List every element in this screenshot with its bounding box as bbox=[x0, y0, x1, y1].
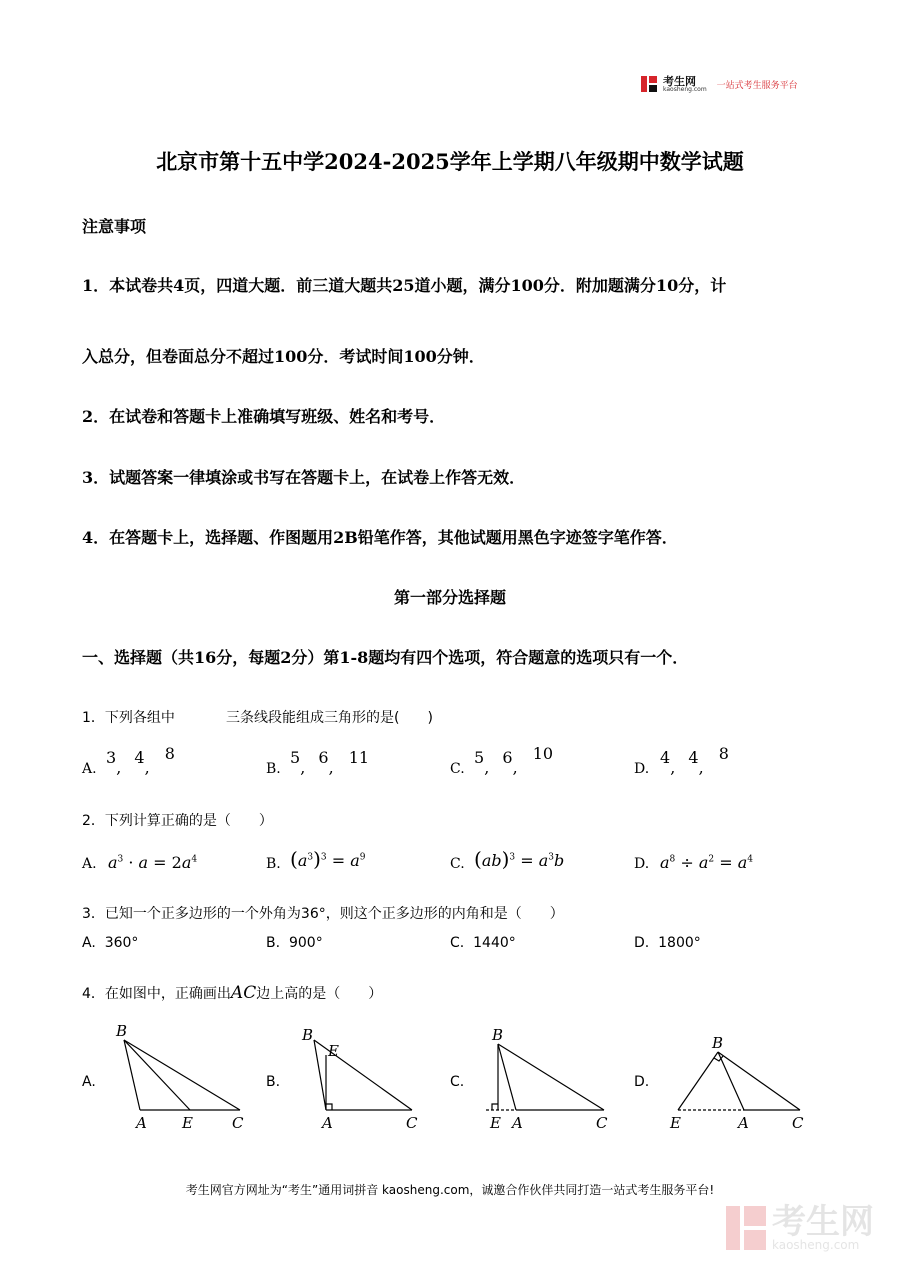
notice-item-4: 4．在答题卡上，选择题、作图题用2B铅笔作答，其他试题用黑色字迹签字笔作答． bbox=[82, 528, 678, 547]
fig-a-label-b: B bbox=[116, 1022, 128, 1040]
fig-c-label-c: C bbox=[596, 1114, 608, 1132]
q2-option-b-label: B. bbox=[266, 856, 281, 872]
fig-a-side-bc bbox=[124, 1040, 240, 1110]
q1-option-label: A. bbox=[82, 761, 97, 777]
watermark bbox=[726, 1202, 874, 1252]
part-1-title: 第一部分选择题 bbox=[393, 588, 506, 607]
q3-stem: 3．已知一个正多边形的一个外角为36°，则这个正多边形的内角和是（ ） bbox=[82, 906, 564, 922]
q1-c-value-2: 6 bbox=[502, 748, 513, 767]
q3-option-c bbox=[450, 935, 516, 951]
q1-d-value-1: 4 bbox=[660, 748, 671, 767]
q1-c-value-1: 5 bbox=[474, 748, 485, 767]
q4-stem-variable: AC bbox=[230, 983, 257, 1003]
fig-d-segment-be bbox=[678, 1052, 718, 1110]
fig-b-label-e: E bbox=[328, 1042, 339, 1060]
fig-c-right-angle-mark bbox=[492, 1104, 498, 1110]
q3-option-value: 360° bbox=[104, 935, 139, 951]
q3-option-value: 1440° bbox=[473, 935, 516, 951]
section-1-title: 一、选择题（共16分，每题2分）第1-8题均有四个选项，符合题意的选项只有一个． bbox=[82, 648, 689, 667]
fig-b-label-c: C bbox=[406, 1114, 418, 1132]
q2-option-d-label: D. bbox=[634, 856, 650, 872]
q2-option-b-formula: $(a^3)^3 = a^9$ bbox=[290, 847, 366, 871]
q1-option-b-values bbox=[290, 748, 370, 777]
q1-a-value-3: 8 bbox=[164, 744, 175, 763]
q1-comma: , bbox=[328, 758, 334, 777]
q1-d-value-2: 4 bbox=[688, 748, 699, 767]
q3-option-b bbox=[266, 935, 323, 951]
q2-option-a-label: A. bbox=[82, 856, 97, 872]
q1-stem-part-1: 1．下列各组中 bbox=[82, 710, 175, 726]
fig-a-label-c: C bbox=[232, 1114, 244, 1132]
q1-b-value-1: 5 bbox=[290, 748, 301, 767]
q4-figure-d bbox=[664, 1018, 814, 1134]
q1-b-value-3: 11 bbox=[348, 748, 370, 767]
q4-stem-part-1: 4．在如图中，正确画出 bbox=[82, 986, 231, 1002]
logo-name: 考生网 bbox=[663, 74, 696, 88]
logo-slogan: 一站式考生服务平台 bbox=[716, 80, 798, 91]
q1-option-a-values bbox=[106, 744, 175, 777]
fig-d-label-b: B bbox=[712, 1034, 724, 1052]
q1-d-value-3: 8 bbox=[718, 744, 729, 763]
q1-a-value-1: 3 bbox=[106, 748, 117, 767]
header-logo bbox=[641, 74, 798, 94]
q1-option-c-values bbox=[474, 744, 554, 777]
q3-option-label: C. bbox=[450, 935, 465, 951]
q4-figure-a bbox=[108, 1018, 258, 1134]
watermark-name: 考生网 bbox=[772, 1202, 874, 1242]
fig-b-side-ba bbox=[314, 1040, 326, 1110]
q3-option-value: 900° bbox=[288, 935, 323, 951]
watermark-domain: kaosheng.com bbox=[772, 1238, 860, 1252]
q2-option-a-formula: $a^3 \cdot a = 2a^4$ bbox=[108, 853, 198, 872]
q1-option-label: B. bbox=[266, 761, 281, 777]
notice-item-1-line-2: 入总分，但卷面总分不超过100分．考试时间100分钟． bbox=[82, 347, 485, 366]
q1-option-d bbox=[634, 761, 649, 777]
q3-option-label: D. bbox=[634, 935, 650, 951]
kaosheng-logo-icon bbox=[641, 76, 657, 92]
q1-comma: , bbox=[144, 758, 150, 777]
q1-b-value-2: 6 bbox=[318, 748, 329, 767]
fig-d-side-bc bbox=[718, 1052, 800, 1110]
page-footer: 考生网官方网址为“考生”通用词拼音 kaosheng.com，诚邀合作伙伴共同打造一站式考生服务平台! bbox=[185, 1183, 715, 1197]
notice-item-3: 3．试题答案一律填涂或书写在答题卡上，在试卷上作答无效． bbox=[82, 468, 526, 487]
q3-option-label: A. bbox=[82, 935, 96, 951]
q1-option-a bbox=[82, 761, 97, 777]
q2-option-c-formula: $(ab)^3 = a^3b$ bbox=[474, 847, 565, 871]
q1-comma: , bbox=[512, 758, 518, 777]
q3-option-a bbox=[82, 935, 138, 951]
q3-option-label: B. bbox=[266, 935, 281, 951]
q2-option-d-formula: $a^8 \div a^2 = a^4$ bbox=[660, 853, 753, 872]
fig-d-label-e: E bbox=[670, 1114, 681, 1132]
q1-comma: , bbox=[698, 758, 704, 777]
q1-option-d-values bbox=[660, 744, 729, 777]
fig-b-label-a: A bbox=[322, 1114, 333, 1132]
q4-option-a-label: A. bbox=[82, 1074, 96, 1090]
fig-b-right-angle-mark bbox=[326, 1104, 332, 1110]
q1-c-value-3: 10 bbox=[532, 744, 554, 763]
fig-c-label-e: E bbox=[490, 1114, 501, 1132]
q1-option-c bbox=[450, 761, 465, 777]
fig-d-label-a: A bbox=[738, 1114, 749, 1132]
fig-c-label-a: A bbox=[512, 1114, 523, 1132]
q3-option-value: 1800° bbox=[658, 935, 701, 951]
fig-c-label-b: B bbox=[492, 1026, 504, 1044]
q4-figure-c bbox=[478, 1018, 618, 1134]
q4-stem-part-2: 边上高的是（ ） bbox=[256, 986, 383, 1002]
fig-a-side-ba bbox=[124, 1040, 140, 1110]
q1-comma: , bbox=[300, 758, 306, 777]
page-title: 北京市第十五中学2024-2025学年上学期八年级期中数学试题 bbox=[156, 149, 744, 174]
fig-a-segment-be bbox=[124, 1040, 190, 1110]
q4-option-b-label: B. bbox=[266, 1074, 281, 1090]
q4-option-d-label: D. bbox=[634, 1074, 650, 1090]
q1-option-b bbox=[266, 761, 281, 777]
q4-option-c-label: C. bbox=[450, 1074, 465, 1090]
notice-heading: 注意事项 bbox=[82, 217, 147, 236]
fig-a-label-e: E bbox=[182, 1114, 193, 1132]
notice-item-2: 2．在试卷和答题卡上准确填写班级、姓名和考号． bbox=[82, 407, 446, 426]
q4-figure-b bbox=[290, 1018, 430, 1134]
fig-a-label-a: A bbox=[136, 1114, 147, 1132]
fig-b-label-b: B bbox=[302, 1026, 314, 1044]
q3-option-d bbox=[634, 935, 701, 951]
q1-comma: , bbox=[116, 758, 122, 777]
q4-stem bbox=[82, 983, 382, 1003]
notice-item-1-line-1: 1．本试卷共4页，四道大题．前三道大题共25道小题，满分100分．附加题满分10分，计 bbox=[82, 276, 727, 295]
watermark-logo-icon bbox=[726, 1206, 766, 1250]
q1-comma: , bbox=[670, 758, 676, 777]
q1-option-label: D. bbox=[634, 761, 650, 777]
q1-comma: , bbox=[484, 758, 490, 777]
q1-stem-part-2: 三条线段能组成三角形的是( ) bbox=[226, 710, 433, 726]
fig-d-label-c: C bbox=[792, 1114, 804, 1132]
q1-option-label: C. bbox=[450, 761, 465, 777]
q1-a-value-2: 4 bbox=[134, 748, 145, 767]
q2-option-c-label: C. bbox=[450, 856, 465, 872]
q2-stem: 2．下列计算正确的是（ ） bbox=[82, 813, 273, 829]
logo-domain: kaosheng.com bbox=[663, 85, 707, 93]
